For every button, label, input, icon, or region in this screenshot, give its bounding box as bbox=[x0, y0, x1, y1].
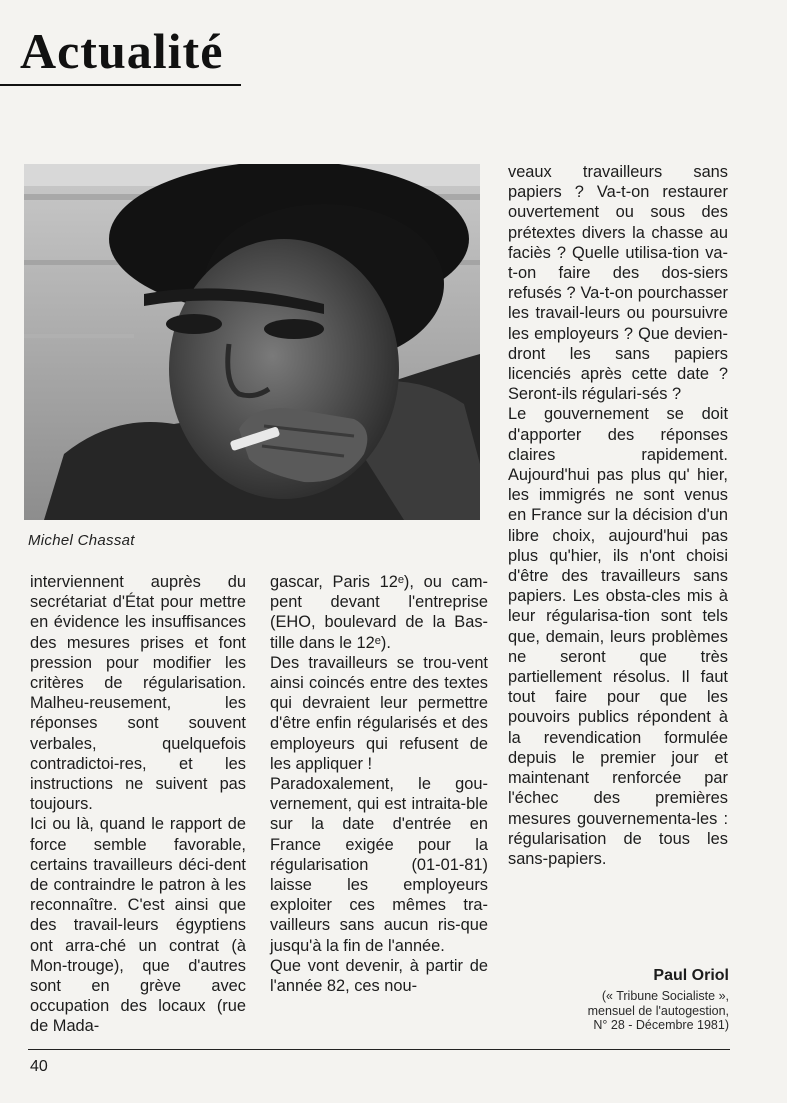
paragraph: interviennent auprès du secrétariat d'État pour mettre en évidence les insuffisances des mesures prises et font pression pour modifier les critères de régularisation. Malheu-reusement, les réponses sont souvent verbales, quelquefois contradictoi-res, et les instructions ne suivent pas toujours. bbox=[30, 573, 246, 814]
author-name: Paul Oriol bbox=[653, 967, 729, 984]
paragraph: Que vont devenir, à partir de l'année 82, ces nou- bbox=[270, 956, 488, 996]
source-line: (« Tribune Socialiste », bbox=[601, 989, 729, 1003]
source-line: mensuel de l'autogestion, bbox=[587, 1003, 729, 1018]
article-photo bbox=[24, 164, 480, 520]
source-note bbox=[588, 989, 729, 1033]
paragraph: Paradoxalement, le gou-vernement, qui est intraita-ble sur la date d'entrée en France exigée pour la régularisation (01-01-81) laisse les employeurs exploiter ces mêmes tra-vailleurs sans aucun ris-que jusqu'à la fin de l'année. bbox=[270, 775, 488, 955]
source-line: N° 28 - Décembre 1981) bbox=[593, 1018, 729, 1032]
article-column-3 bbox=[508, 162, 728, 869]
article-column-2 bbox=[270, 572, 488, 996]
paragraph: Des travailleurs se trou-vent ainsi coincés entre des textes qui devraient leur permettre d'être enfin régularisés et des employeurs qui refusent de les appliquer ! bbox=[270, 653, 488, 773]
title-underline bbox=[0, 84, 241, 86]
article-column-1 bbox=[30, 572, 246, 1037]
page-number: 40 bbox=[30, 1058, 48, 1075]
paragraph: veaux travailleurs sans papiers ? Va-t-on restaurer ouvertement ou sous des prétextes divers la chasse au faciès ? Quelle utilisa-tion va-t-on faire des dos-siers refusés ? Va-t-on pourchasser les travail-leurs ou poursuivre les employeurs ? Que devien-dront les sans papiers licenciés après cette date ? Seront-ils régulari-sés ? bbox=[508, 163, 728, 404]
section-title: Actualité bbox=[20, 23, 224, 79]
article-signature bbox=[588, 967, 729, 1033]
photo-caption: Michel Chassat bbox=[28, 532, 135, 549]
paragraph: Ici ou là, quand le rapport de force semble favorable, certains travailleurs déci-dent de contraindre le patron à les reconnaître. C'est ainsi que des travail-leurs égyptiens ont arra-ché un contrat (à Mon-trouge), que d'autres sont en grève avec occupation des locaux (rue de Mada- bbox=[30, 815, 246, 1036]
paragraph: Le gouvernement se doit d'apporter des réponses claires rapidement. Aujourd'hui pas plus qu' hier, les immigrés ne sont venus en France sur la décision d'un libre choix, aujourd'hui pas plus qu'hier, ils n'ont choisi d'être des travailleurs sans papiers. Les obsta-cles mis à leur régularisa-tion sont tels que, demain, leurs problèmes ne seront que très partiellement résolus. Il faut tout faire pour que les pouvoirs publics répondent à la revendication formulée depuis le premier jour et maintenant renforcée par l'échec des premières mesures gouvernementa-les : régularisation de tous les sans-papiers. bbox=[508, 405, 728, 868]
footer-rule bbox=[28, 1049, 730, 1050]
paragraph: gascar, Paris 12ᵉ), ou cam-pent devant l'entreprise (EHO, boulevard de la Bas-tille dans le 12ᵉ). bbox=[270, 573, 488, 652]
